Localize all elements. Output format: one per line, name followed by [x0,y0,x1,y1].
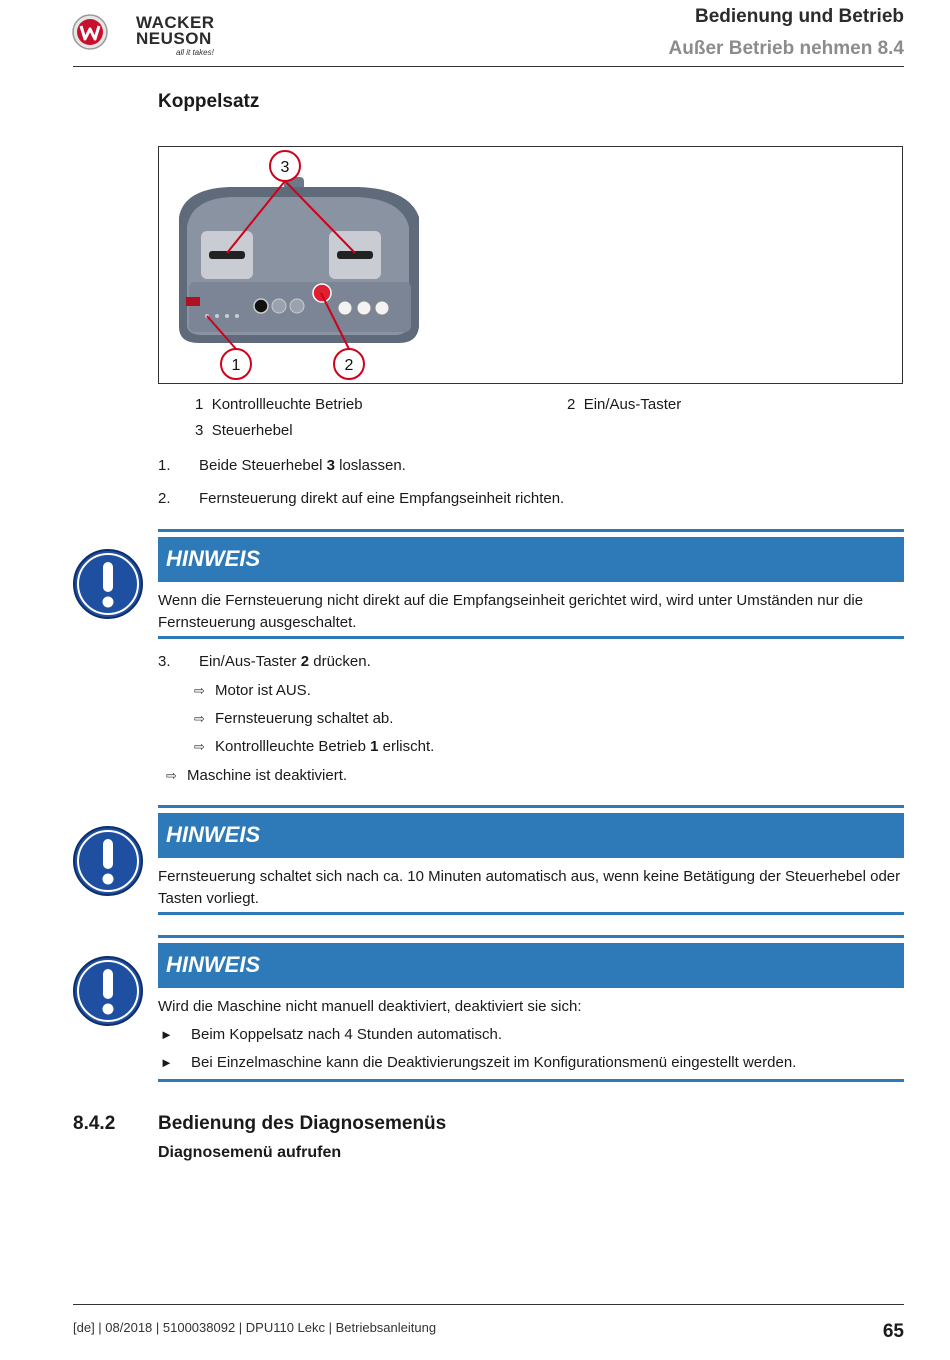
section-title: Koppelsatz [158,91,260,112]
exclamation-icon [72,955,144,1027]
notice-3-label: HINWEIS [166,952,261,977]
step-2-text: Fernsteuerung direkt auf eine Empfangseinheit richten. [199,490,565,507]
step-1-number: 1. [158,457,171,474]
result-3-text: Kontrollleuchte Betrieb 1 erlischt. [215,738,435,755]
notice-2-banner [158,813,904,858]
notice-1-text: Wenn die Fernsteuerung nicht direkt auf die Empfangseinheit gerichtet wird, wird unter Umständen nur die Fernsteuerung ausgeschaltet. [158,592,864,631]
result-arrow-icon: ⇨ [194,683,205,698]
page-number: 65 [882,1321,904,1342]
legend-number: 1 [195,396,204,413]
logo-line-1: WACKER [136,13,215,32]
legend-number: 3 [195,422,204,439]
notice-1-label: HINWEIS [166,546,261,571]
callout-1 [221,349,251,379]
bullet-triangle-icon: ► [160,1027,173,1042]
exclamation-icon [72,548,144,620]
notice-1-bottom-rule [158,636,904,639]
notice-2-top-rule [158,805,904,808]
logo-line-2: NEUSON [136,29,212,48]
svg-text:1: 1 [231,357,241,374]
wacker-neuson-logo-icon [72,14,108,50]
notice-3-bottom-rule [158,1079,904,1082]
legend-label: Kontrollleuchte Betrieb [211,396,363,413]
legend-item-2 [567,396,681,413]
svg-text:2: 2 [344,357,354,374]
result-2-text: Fernsteuerung schaltet ab. [215,710,394,727]
notice-2-text: Fernsteuerung schaltet sich nach ca. 10 Minuten automatisch aus, wenn keine Betätigung der Steuerhebel oder Tasten vorliegt. [158,868,901,907]
remote-control-illustration [159,147,904,385]
legend-item-1 [195,396,363,413]
indicator-lamp [186,297,200,306]
notice-2-bottom-rule [158,912,904,915]
legend-label: Ein/Aus-Taster [583,396,682,413]
notice-3-banner [158,943,904,988]
subsection-heading: Diagnosemenü aufrufen [158,1144,342,1161]
notice-3-bullet-2: Bei Einzelmaschine kann die Deaktivierungszeit im Konfigurationsmenü eingestellt werden. [191,1054,797,1071]
notice-3-text: Wird die Maschine nicht manuell deaktiviert, deaktiviert sie sich: [158,998,582,1015]
step-3-number: 3. [158,653,171,670]
logo-tagline: all it takes! [176,48,214,57]
footer-divider [73,1304,904,1305]
brand-logo-text [136,15,215,47]
exclamation-icon [72,825,144,897]
legend-item-3 [195,422,293,439]
figure-frame [158,146,903,384]
header-divider [73,66,904,67]
step-1-text: Beide Steuerhebel 3 loslassen. [199,457,406,474]
callout-3 [270,151,300,181]
notice-3-bullet-1: Beim Koppelsatz nach 4 Stunden automatisch. [191,1026,503,1043]
result-arrow-icon: ⇨ [194,739,205,754]
section-heading: Bedienung des Diagnosemenüs [158,1113,447,1134]
section-number: 8.4.2 [73,1113,116,1134]
step-2-number: 2. [158,490,171,507]
black-button [254,299,268,313]
notice-2-label: HINWEIS [166,822,261,847]
notice-1-banner [158,537,904,582]
bullet-triangle-icon: ► [160,1055,173,1070]
legend-number: 2 [567,396,576,413]
result-arrow-icon: ⇨ [166,768,177,783]
footer-info: [de] | 08/2018 | 5100038092 | DPU110 Lekc | Betriebsanleitung [73,1320,437,1335]
svg-text:3: 3 [280,159,290,176]
chapter-title: Bedienung und Betrieb [695,6,904,27]
notice-3-top-rule [158,935,904,938]
callout-2 [334,349,364,379]
legend-label: Steuerhebel [211,422,293,439]
result-1-text: Motor ist AUS. [215,682,311,699]
result-arrow-icon: ⇨ [194,711,205,726]
section-subtitle: Außer Betrieb nehmen 8.4 [668,38,904,59]
final-result-text: Maschine ist deaktiviert. [187,767,348,784]
notice-1-top-rule [158,529,904,532]
step-3-text: Ein/Aus-Taster 2 drücken. [199,653,371,670]
